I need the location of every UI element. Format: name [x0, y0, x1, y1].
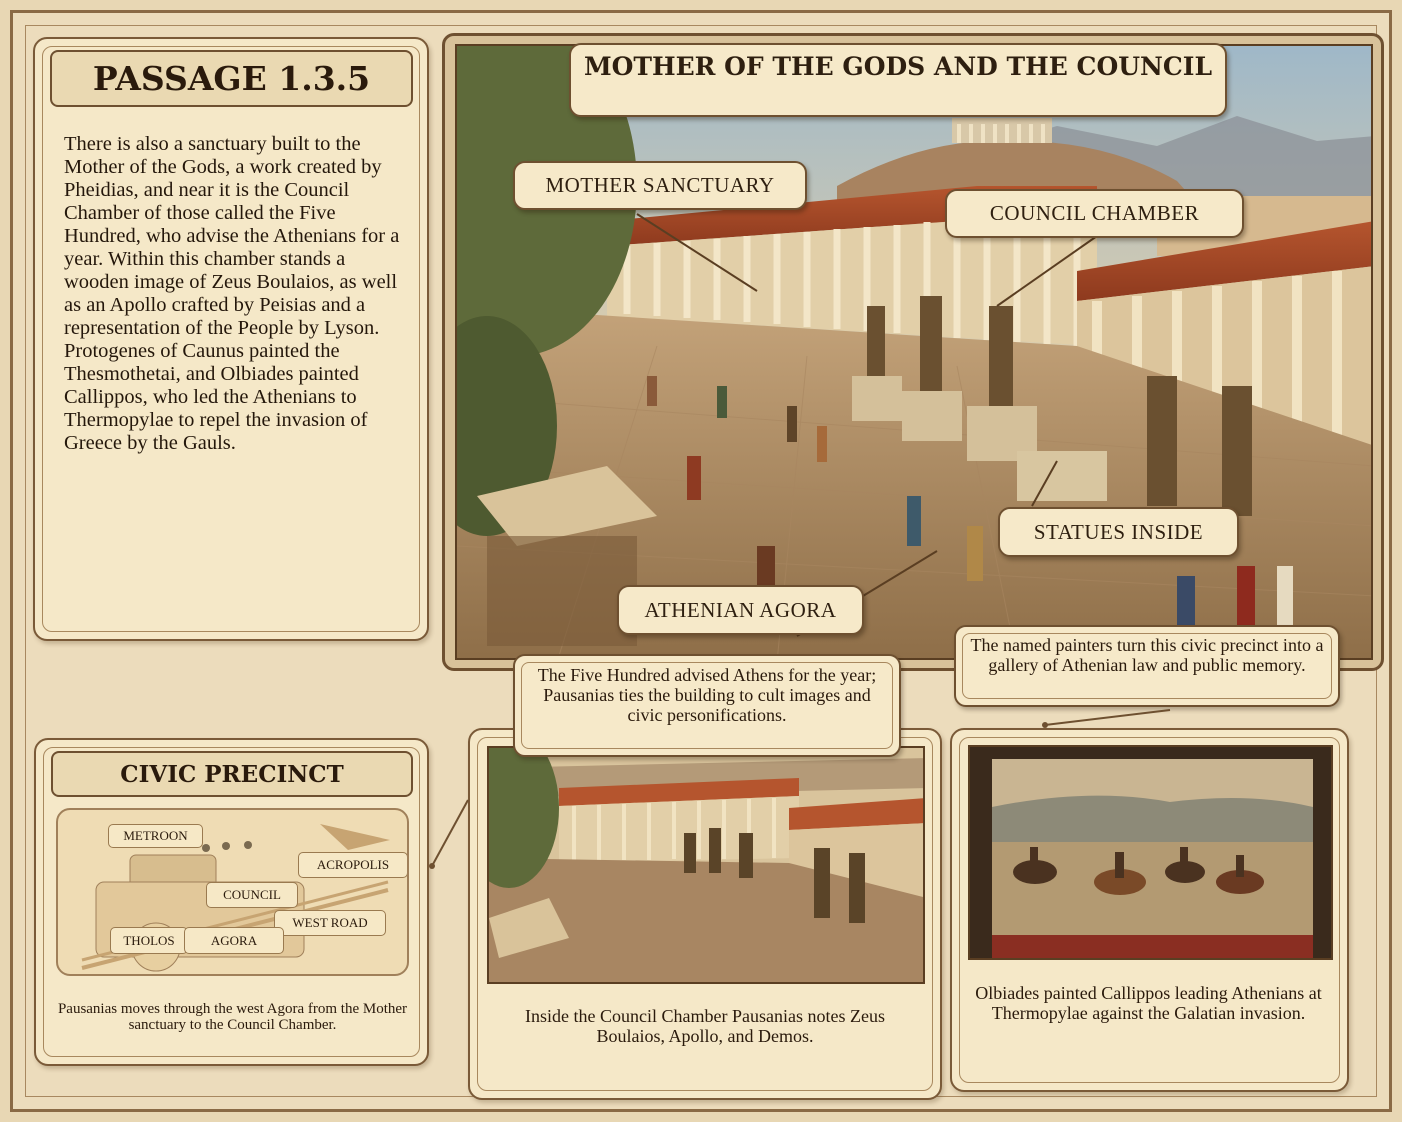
five-hundred-caption-box — [513, 654, 901, 757]
map-label-agora: AGORA — [184, 927, 284, 954]
civic-precinct-title: CIVIC PRECINCT — [51, 751, 413, 797]
passage-title: PASSAGE 1.3.5 — [50, 50, 413, 107]
map-marker — [222, 842, 230, 850]
thermopylae-painting — [968, 745, 1333, 960]
five-hundred-caption: The Five Hundred advised Athens for the year; Pausanias ties the building to cult images and civic personifications. — [537, 665, 877, 725]
scene-title: MOTHER OF THE GODS AND THE COUNCIL — [569, 43, 1227, 117]
label-council-chamber: COUNCIL CHAMBER — [945, 189, 1244, 238]
map-label-metroon: METROON — [108, 824, 203, 848]
painters-caption: The named painters turn this civic precinct into a gallery of Athenian law and public memory. — [970, 635, 1324, 675]
label-statues-inside: STATUES INSIDE — [998, 507, 1239, 557]
map-label-west-road: WEST ROAD — [274, 910, 386, 936]
agora-scene-image — [455, 44, 1373, 660]
agora-scene-illustration — [457, 46, 1373, 660]
painting-caption: Olbiades painted Callippos leading Athenians at Thermopylae against the Galatian invasion. — [975, 983, 1322, 1023]
council-interior-image — [487, 746, 925, 984]
painters-caption-box — [954, 625, 1340, 707]
council-interior-illustration — [489, 748, 925, 984]
label-mother-sanctuary: MOTHER SANCTUARY — [513, 161, 807, 210]
thermopylae-illustration — [970, 747, 1333, 960]
map-label-acropolis: ACROPOLIS — [298, 852, 408, 878]
map-label-council: COUNCIL — [206, 882, 298, 908]
precinct-caption: Pausanias moves through the west Agora from the Mother sanctuary to the Council Chamber. — [57, 1001, 408, 1033]
precinct-map — [56, 808, 409, 976]
map-marker — [202, 844, 210, 852]
passage-text: There is also a sanctuary built to the Mother of the Gods, a work created by Pheidias, and near it is the Council Chamber of those called the Five Hundred, who advise the Athenians for a year. Within this chamber stands a wooden image of Zeus Boulaios, as well as an Apollo crafted by Peisias and a representation of the People by Lyson. Protogenes of Caunus painted the Thesmothetai, and Olbiades painted Callippos, who led the Athenians to Thermopylae to repel the invasion of Greece by the Gauls. — [64, 133, 400, 454]
interior-caption: Inside the Council Chamber Pausanias notes Zeus Boulaios, Apollo, and Demos. — [525, 1006, 885, 1046]
map-label-tholos: THOLOS — [110, 927, 188, 954]
label-athenian-agora: ATHENIAN AGORA — [617, 585, 864, 635]
map-marker — [244, 841, 252, 849]
